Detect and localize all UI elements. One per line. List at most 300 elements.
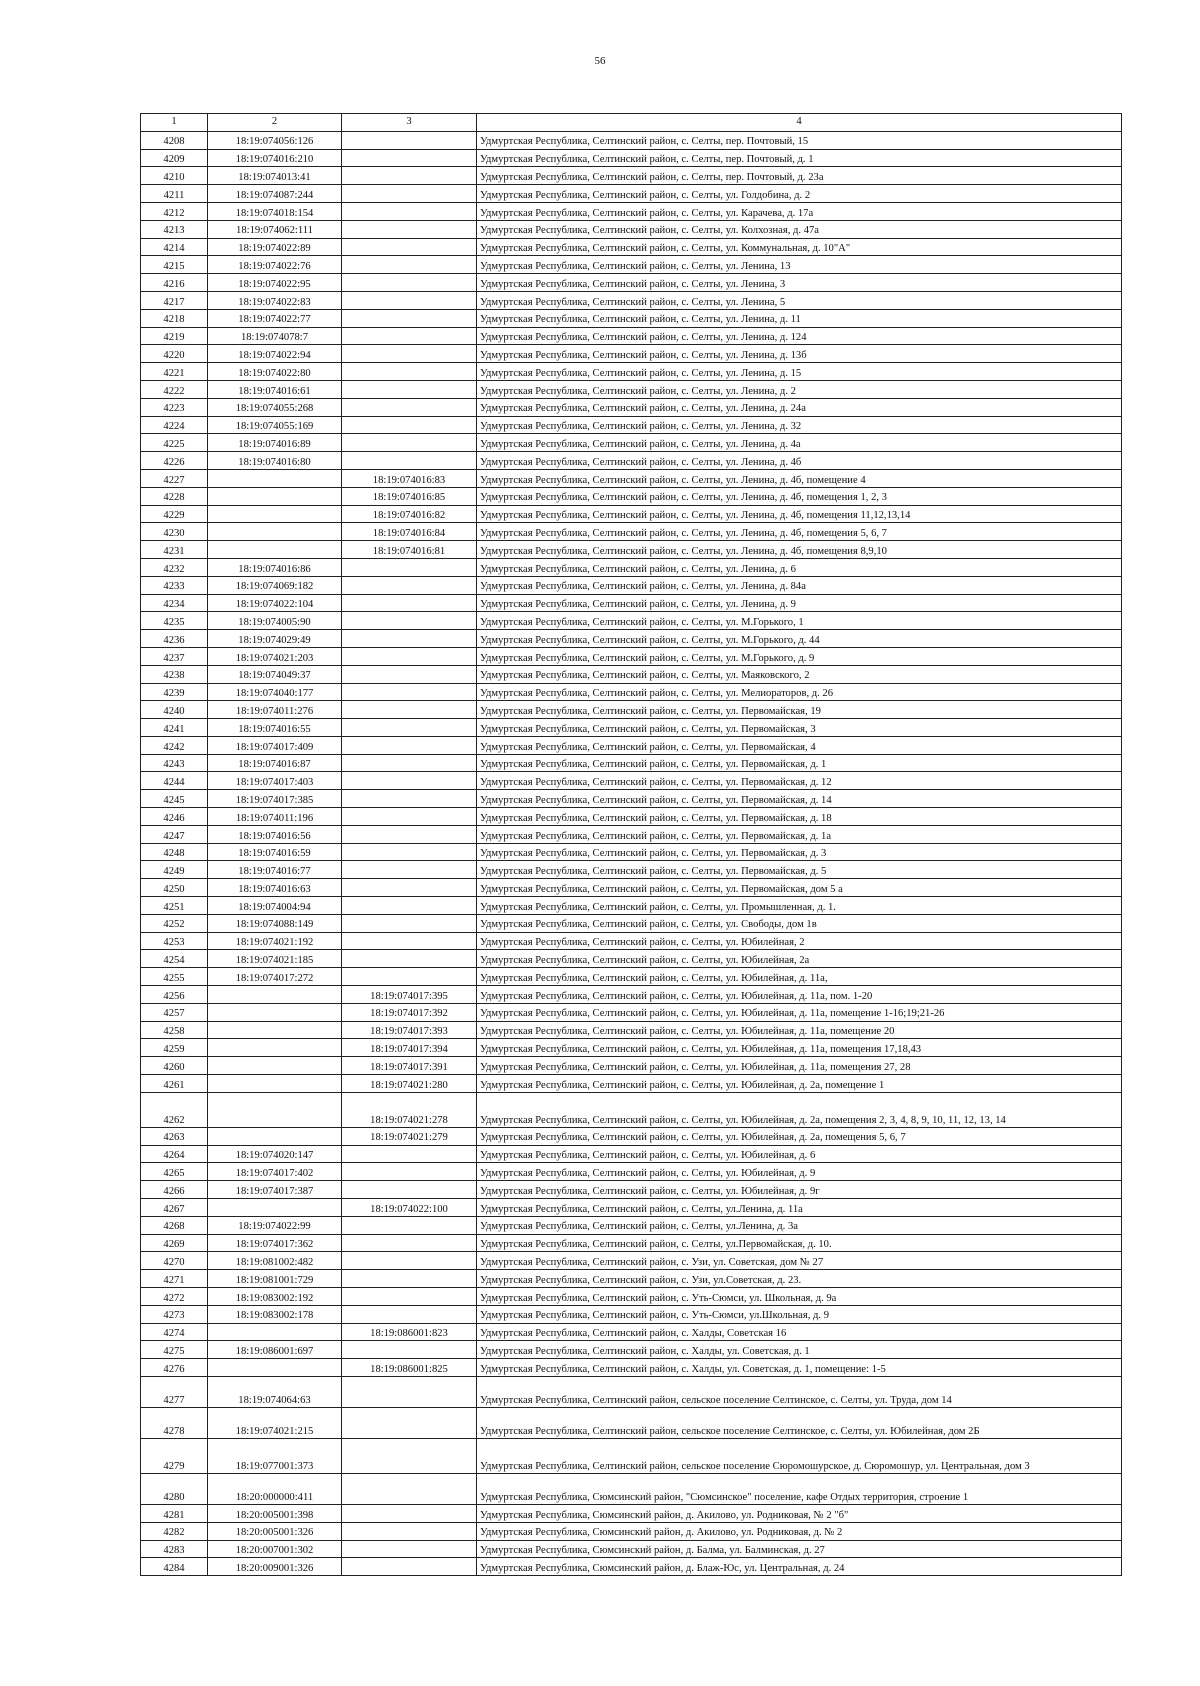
table-row	[141, 772, 1122, 790]
row-number-cell: 4235	[141, 612, 208, 630]
cadastral-number-building-cell: 18:19:074078:7	[208, 327, 342, 345]
row-number-cell: 4208	[141, 131, 208, 149]
cadastral-number-building-cell: 18:19:074011:276	[208, 701, 342, 719]
cadastral-number-premises-cell	[342, 1407, 477, 1438]
cadastral-number-premises-cell	[342, 932, 477, 950]
row-number-cell: 4263	[141, 1127, 208, 1145]
address-cell: Удмуртская Республика, Селтинский район, с. Селты, ул. Первомайская, д. 18	[477, 808, 1122, 826]
address-cell: Удмуртская Республика, Селтинский район, с. Селты, ул.Ленина, д. 11а	[477, 1199, 1122, 1217]
address-cell: Удмуртская Республика, Селтинский район, с. Халды, ул. Советская, д. 1, помещение: 1-5	[477, 1359, 1122, 1377]
cadastral-number-building-cell: 18:19:074017:385	[208, 790, 342, 808]
table-row	[141, 541, 1122, 559]
cadastral-number-building-cell: 18:19:081002:482	[208, 1252, 342, 1270]
table-row	[141, 612, 1122, 630]
table-row	[141, 291, 1122, 309]
cadastral-number-building-cell: 18:19:074004:94	[208, 897, 342, 915]
table-row	[141, 487, 1122, 505]
address-cell: Удмуртская Республика, Селтинский район, с. Селты, ул. Первомайская, д. 3	[477, 843, 1122, 861]
row-number-cell: 4256	[141, 986, 208, 1004]
cadastral-number-building-cell: 18:19:074016:55	[208, 719, 342, 737]
address-cell: Удмуртская Республика, Селтинский район, с. Селты, ул. Ленина, 13	[477, 256, 1122, 274]
table-row	[141, 1216, 1122, 1234]
row-number-cell: 4267	[141, 1199, 208, 1217]
cadastral-number-premises-cell	[342, 327, 477, 345]
row-number-cell: 4268	[141, 1216, 208, 1234]
cadastral-number-building-cell: 18:19:074016:63	[208, 879, 342, 897]
table-row	[141, 968, 1122, 986]
address-cell: Удмуртская Республика, Селтинский район, с. Селты, ул. Ленина, д. 84а	[477, 576, 1122, 594]
cadastral-number-premises-cell	[342, 790, 477, 808]
cadastral-number-premises-cell	[342, 647, 477, 665]
cadastral-number-premises-cell: 18:19:074017:392	[342, 1003, 477, 1021]
row-number-cell: 4239	[141, 683, 208, 701]
row-number-cell: 4253	[141, 932, 208, 950]
cadastral-number-building-cell: 18:19:074017:362	[208, 1234, 342, 1252]
table-row	[141, 843, 1122, 861]
table-row	[141, 914, 1122, 932]
table-row	[141, 1504, 1122, 1522]
row-number-cell: 4244	[141, 772, 208, 790]
table-row	[141, 1438, 1122, 1473]
cadastral-number-premises-cell	[342, 719, 477, 737]
address-cell: Удмуртская Республика, Селтинский район, с. Селты, ул. Свободы, дом 1в	[477, 914, 1122, 932]
row-number-cell: 4223	[141, 398, 208, 416]
address-cell: Удмуртская Республика, Селтинский район, с. Халды, Советская 16	[477, 1323, 1122, 1341]
table-row	[141, 1540, 1122, 1558]
row-number-cell: 4280	[141, 1473, 208, 1504]
row-number-cell: 4227	[141, 469, 208, 487]
cadastral-number-premises-cell: 18:19:074017:393	[342, 1021, 477, 1039]
header-col-4: 4	[477, 114, 1122, 132]
address-cell: Удмуртская Республика, Селтинский район, с. Селты, ул. М.Горького, д. 44	[477, 630, 1122, 648]
table-row	[141, 1473, 1122, 1504]
address-cell: Удмуртская Республика, Селтинский район, с. Селты, ул. Первомайская, 19	[477, 701, 1122, 719]
cadastral-number-building-cell: 18:19:074016:56	[208, 825, 342, 843]
address-cell: Удмуртская Республика, Селтинский район, с. Селты, ул. Первомайская, д. 14	[477, 790, 1122, 808]
cadastral-number-premises-cell	[342, 1288, 477, 1306]
cadastral-number-building-cell: 18:19:074017:387	[208, 1181, 342, 1199]
address-cell: Удмуртская Республика, Селтинский район, сельское поселение Селтинское, с. Селты, ул. Труда, дом 14	[477, 1376, 1122, 1407]
cadastral-number-premises-cell	[342, 1252, 477, 1270]
table-row	[141, 1039, 1122, 1057]
row-number-cell: 4261	[141, 1075, 208, 1093]
row-number-cell: 4272	[141, 1288, 208, 1306]
cadastral-number-premises-cell	[342, 1216, 477, 1234]
cadastral-number-building-cell: 18:20:000000:411	[208, 1473, 342, 1504]
cadastral-number-building-cell	[208, 1075, 342, 1093]
address-cell: Удмуртская Республика, Селтинский район, с. Селты, ул.Ленина, д. 3а	[477, 1216, 1122, 1234]
cadastral-number-building-cell: 18:19:074017:272	[208, 968, 342, 986]
table-row	[141, 1252, 1122, 1270]
table-row	[141, 167, 1122, 185]
table-row	[141, 398, 1122, 416]
cadastral-number-premises-cell	[342, 1504, 477, 1522]
cadastral-number-building-cell: 18:19:074016:61	[208, 380, 342, 398]
cadastral-number-building-cell: 18:19:077001:373	[208, 1438, 342, 1473]
cadastral-number-premises-cell	[342, 416, 477, 434]
row-number-cell: 4229	[141, 505, 208, 523]
cadastral-number-premises-cell	[342, 1145, 477, 1163]
cadastral-number-premises-cell: 18:19:074017:391	[342, 1057, 477, 1075]
table-row	[141, 380, 1122, 398]
table-row	[141, 808, 1122, 826]
cadastral-number-building-cell: 18:19:074022:80	[208, 363, 342, 381]
address-cell: Удмуртская Республика, Селтинский район, с. Селты, ул. Ленина, 5	[477, 291, 1122, 309]
cadastral-number-building-cell: 18:19:074016:77	[208, 861, 342, 879]
cadastral-number-premises-cell	[342, 167, 477, 185]
table-row	[141, 986, 1122, 1004]
cadastral-number-building-cell: 18:19:074005:90	[208, 612, 342, 630]
row-number-cell: 4284	[141, 1558, 208, 1576]
cadastral-number-building-cell: 18:19:074021:185	[208, 950, 342, 968]
table-row	[141, 1341, 1122, 1359]
address-cell: Удмуртская Республика, Селтинский район, с. Селты, ул. Юбилейная, д. 11а,	[477, 968, 1122, 986]
address-cell: Удмуртская Республика, Селтинский район, с. Селты, ул. Юбилейная, д. 9	[477, 1163, 1122, 1181]
cadastral-number-premises-cell	[342, 897, 477, 915]
row-number-cell: 4270	[141, 1252, 208, 1270]
table-row	[141, 1407, 1122, 1438]
address-cell: Удмуртская Республика, Селтинский район, с. Селты, ул. Первомайская, д. 1	[477, 754, 1122, 772]
cadastral-number-premises-cell	[342, 1341, 477, 1359]
cadastral-number-premises-cell: 18:19:074021:279	[342, 1127, 477, 1145]
address-cell: Удмуртская Республика, Селтинский район, с. Селты, ул. Юбилейная, д. 11а, помещения 17,18,43	[477, 1039, 1122, 1057]
address-cell: Удмуртская Республика, Сюмсинский район, "Сюмсинское" поселение, кафе Отдых территория, строение 1	[477, 1473, 1122, 1504]
cadastral-number-premises-cell	[342, 1163, 477, 1181]
address-cell: Удмуртская Республика, Селтинский район, с. Селты, ул. Первомайская, д. 1а	[477, 825, 1122, 843]
address-cell: Удмуртская Республика, Селтинский район, с. Селты, ул. Ленина, д. 11	[477, 309, 1122, 327]
table-row	[141, 309, 1122, 327]
cadastral-number-building-cell: 18:19:074021:192	[208, 932, 342, 950]
cadastral-number-building-cell: 18:19:074016:80	[208, 452, 342, 470]
row-number-cell: 4234	[141, 594, 208, 612]
table-row	[141, 327, 1122, 345]
address-cell: Удмуртская Республика, Селтинский район, с. Селты, ул. Первомайская, 3	[477, 719, 1122, 737]
table-row	[141, 736, 1122, 754]
cadastral-number-building-cell: 18:19:074016:89	[208, 434, 342, 452]
row-number-cell: 4209	[141, 149, 208, 167]
cadastral-number-building-cell	[208, 1039, 342, 1057]
cadastral-number-building-cell: 18:19:074022:76	[208, 256, 342, 274]
cadastral-number-building-cell: 18:19:074087:244	[208, 185, 342, 203]
row-number-cell: 4250	[141, 879, 208, 897]
table-row	[141, 434, 1122, 452]
cadastral-number-premises-cell: 18:19:074016:84	[342, 523, 477, 541]
address-cell: Удмуртская Республика, Селтинский район, с. Селты, ул. Юбилейная, д. 9г	[477, 1181, 1122, 1199]
table-row	[141, 1376, 1122, 1407]
cadastral-number-premises-cell	[342, 630, 477, 648]
table-row	[141, 1021, 1122, 1039]
address-cell: Удмуртская Республика, Селтинский район, сельское поселение Селтинское, с. Селты, ул. Юбилейная, дом 2Б	[477, 1407, 1122, 1438]
cadastral-number-premises-cell	[342, 914, 477, 932]
cadastral-number-premises-cell	[342, 309, 477, 327]
table-row	[141, 719, 1122, 737]
table-row	[141, 754, 1122, 772]
row-number-cell: 4255	[141, 968, 208, 986]
address-cell: Удмуртская Республика, Селтинский район, с. Селты, ул. Ленина, д. 4б	[477, 452, 1122, 470]
cadastral-number-premises-cell	[342, 131, 477, 149]
address-cell: Удмуртская Республика, Селтинский район, с. Селты, ул. Ленина, д. 6	[477, 558, 1122, 576]
row-number-cell: 4264	[141, 1145, 208, 1163]
address-cell: Удмуртская Республика, Селтинский район, с. Селты, ул. М.Горького, 1	[477, 612, 1122, 630]
cadastral-number-building-cell: 18:19:074022:95	[208, 274, 342, 292]
table-row	[141, 1270, 1122, 1288]
table-row	[141, 683, 1122, 701]
row-number-cell: 4279	[141, 1438, 208, 1473]
cadastral-number-building-cell: 18:19:083002:192	[208, 1288, 342, 1306]
address-cell: Удмуртская Республика, Селтинский район, с. Селты, ул. Ленина, д. 4б, помещения 11,12,13,14	[477, 505, 1122, 523]
row-number-cell: 4271	[141, 1270, 208, 1288]
table-row	[141, 1359, 1122, 1377]
row-number-cell: 4237	[141, 647, 208, 665]
address-cell: Удмуртская Республика, Селтинский район, с. Селты, ул. Голдобина, д. 2	[477, 185, 1122, 203]
cadastral-number-building-cell: 18:19:081001:729	[208, 1270, 342, 1288]
row-number-cell: 4213	[141, 220, 208, 238]
cadastral-number-building-cell: 18:19:074020:147	[208, 1145, 342, 1163]
row-number-cell: 4278	[141, 1407, 208, 1438]
cadastral-number-premises-cell: 18:19:074017:394	[342, 1039, 477, 1057]
table-row	[141, 594, 1122, 612]
cadastral-number-premises-cell	[342, 576, 477, 594]
header-col-3: 3	[342, 114, 477, 132]
row-number-cell: 4283	[141, 1540, 208, 1558]
address-cell: Удмуртская Республика, Селтинский район, сельское поселение Сюромошурское, д. Сюромошур, ул. Центральная, дом 3	[477, 1438, 1122, 1473]
cadastral-number-premises-cell	[342, 612, 477, 630]
cadastral-number-building-cell: 18:19:074017:402	[208, 1163, 342, 1181]
row-number-cell: 4246	[141, 808, 208, 826]
table-row	[141, 345, 1122, 363]
address-cell: Удмуртская Республика, Селтинский район, с. Селты, ул. Юбилейная, д. 11а, помещение 20	[477, 1021, 1122, 1039]
address-cell: Удмуртская Республика, Селтинский район, с. Селты, пер. Почтовый, д. 1	[477, 149, 1122, 167]
table-row	[141, 1163, 1122, 1181]
table-row	[141, 558, 1122, 576]
table-row	[141, 149, 1122, 167]
table-row	[141, 1288, 1122, 1306]
cadastral-number-building-cell: 18:19:074011:196	[208, 808, 342, 826]
cadastral-number-premises-cell: 18:19:074016:82	[342, 505, 477, 523]
row-number-cell: 4214	[141, 238, 208, 256]
row-number-cell: 4274	[141, 1323, 208, 1341]
row-number-cell: 4238	[141, 665, 208, 683]
cadastral-number-premises-cell	[342, 345, 477, 363]
cadastral-number-premises-cell	[342, 238, 477, 256]
address-cell: Удмуртская Республика, Селтинский район, с. Селты, ул. Ленина, д. 124	[477, 327, 1122, 345]
address-cell: Удмуртская Республика, Селтинский район, с. Халды, ул. Советская, д. 1	[477, 1341, 1122, 1359]
row-number-cell: 4226	[141, 452, 208, 470]
cadastral-number-premises-cell	[342, 398, 477, 416]
address-cell: Удмуртская Республика, Селтинский район, с. Селты, ул. Юбилейная, д. 11а, пом. 1-20	[477, 986, 1122, 1004]
address-cell: Удмуртская Республика, Селтинский район, с. Селты, ул. Юбилейная, д. 2а, помещения 2, 3, 4, 8, 9, 10, 11, 12, 13, 14	[477, 1092, 1122, 1127]
cadastral-number-premises-cell	[342, 149, 477, 167]
cadastral-number-building-cell: 18:19:074056:126	[208, 131, 342, 149]
cadastral-number-premises-cell: 18:19:074016:81	[342, 541, 477, 559]
address-cell: Удмуртская Республика, Селтинский район, с. Селты, ул. Ленина, д. 4б, помещение 4	[477, 469, 1122, 487]
row-number-cell: 4277	[141, 1376, 208, 1407]
cadastral-number-building-cell: 18:19:074040:177	[208, 683, 342, 701]
cadastral-number-building-cell: 18:19:074062:111	[208, 220, 342, 238]
cadastral-number-building-cell	[208, 1323, 342, 1341]
row-number-cell: 4215	[141, 256, 208, 274]
cadastral-number-building-cell: 18:20:005001:398	[208, 1504, 342, 1522]
table-row	[141, 523, 1122, 541]
address-cell: Удмуртская Республика, Селтинский район, с. Селты, ул. Первомайская, д. 5	[477, 861, 1122, 879]
row-number-cell: 4275	[141, 1341, 208, 1359]
row-number-cell: 4222	[141, 380, 208, 398]
cadastral-number-premises-cell	[342, 808, 477, 826]
row-number-cell: 4218	[141, 309, 208, 327]
cadastral-number-premises-cell: 18:19:074016:83	[342, 469, 477, 487]
table-row	[141, 825, 1122, 843]
table-row	[141, 1075, 1122, 1093]
address-cell: Удмуртская Республика, Селтинский район, с. Селты, ул. Коммунальная, д. 10"А"	[477, 238, 1122, 256]
address-cell: Удмуртская Республика, Селтинский район, с. Селты, ул. Юбилейная, д. 2а, помещения 5, 6, 7	[477, 1127, 1122, 1145]
table-row	[141, 701, 1122, 719]
cadastral-number-premises-cell	[342, 683, 477, 701]
address-cell: Удмуртская Республика, Селтинский район, с. Селты, ул. Юбилейная, д. 2а, помещение 1	[477, 1075, 1122, 1093]
address-cell: Удмуртская Республика, Селтинский район, с. Узи, ул.Советская, д. 23.	[477, 1270, 1122, 1288]
cadastral-number-building-cell: 18:19:074017:409	[208, 736, 342, 754]
table-row	[141, 1199, 1122, 1217]
row-number-cell: 4248	[141, 843, 208, 861]
cadastral-number-premises-cell: 18:19:086001:823	[342, 1323, 477, 1341]
address-cell: Удмуртская Республика, Селтинский район, с. Селты, ул. Юбилейная, д. 6	[477, 1145, 1122, 1163]
cadastral-number-building-cell	[208, 986, 342, 1004]
cadastral-number-premises-cell	[342, 594, 477, 612]
table-row	[141, 665, 1122, 683]
table-row	[141, 1057, 1122, 1075]
cadastral-number-premises-cell	[342, 754, 477, 772]
table-row	[141, 469, 1122, 487]
cadastral-number-premises-cell	[342, 1438, 477, 1473]
address-cell: Удмуртская Республика, Сюмсинский район, д. Акилово, ул. Родниковая, д. № 2	[477, 1522, 1122, 1540]
cadastral-number-building-cell: 18:19:074088:149	[208, 914, 342, 932]
table-row	[141, 879, 1122, 897]
cadastral-number-building-cell	[208, 1021, 342, 1039]
table-row	[141, 131, 1122, 149]
cadastral-number-building-cell	[208, 541, 342, 559]
address-cell: Удмуртская Республика, Селтинский район, с. Селты, ул. Ленина, д. 15	[477, 363, 1122, 381]
cadastral-number-building-cell	[208, 469, 342, 487]
cadastral-number-building-cell: 18:20:009001:326	[208, 1558, 342, 1576]
cadastral-number-building-cell: 18:19:074022:77	[208, 309, 342, 327]
table-row	[141, 220, 1122, 238]
table-row	[141, 647, 1122, 665]
cadastral-number-premises-cell: 18:19:074021:280	[342, 1075, 477, 1093]
row-number-cell: 4247	[141, 825, 208, 843]
cadastral-number-premises-cell	[342, 291, 477, 309]
cadastral-number-premises-cell	[342, 861, 477, 879]
cadastral-number-building-cell: 18:19:074055:169	[208, 416, 342, 434]
row-number-cell: 4233	[141, 576, 208, 594]
row-number-cell: 4281	[141, 1504, 208, 1522]
cadastral-number-premises-cell	[342, 1305, 477, 1323]
cadastral-number-building-cell	[208, 1092, 342, 1127]
address-cell: Удмуртская Республика, Селтинский район, с. Селты, ул. Первомайская, д. 12	[477, 772, 1122, 790]
cadastral-number-building-cell: 18:19:074022:104	[208, 594, 342, 612]
table-row	[141, 1092, 1122, 1127]
cadastral-number-premises-cell	[342, 256, 477, 274]
row-number-cell: 4282	[141, 1522, 208, 1540]
cadastral-number-building-cell: 18:19:074021:203	[208, 647, 342, 665]
cadastral-number-premises-cell	[342, 1181, 477, 1199]
row-number-cell: 4269	[141, 1234, 208, 1252]
cadastral-number-building-cell	[208, 1003, 342, 1021]
cadastral-number-building-cell: 18:19:074022:94	[208, 345, 342, 363]
row-number-cell: 4240	[141, 701, 208, 719]
row-number-cell: 4257	[141, 1003, 208, 1021]
address-cell: Удмуртская Республика, Селтинский район, с. Селты, ул. Маяковского, 2	[477, 665, 1122, 683]
address-cell: Удмуртская Республика, Селтинский район, с. Селты, ул. Первомайская, дом 5 а	[477, 879, 1122, 897]
cadastral-number-premises-cell	[342, 1522, 477, 1540]
row-number-cell: 4216	[141, 274, 208, 292]
cadastral-number-premises-cell	[342, 274, 477, 292]
cadastral-number-building-cell: 18:19:074021:215	[208, 1407, 342, 1438]
table-row	[141, 630, 1122, 648]
row-number-cell: 4259	[141, 1039, 208, 1057]
row-number-cell: 4219	[141, 327, 208, 345]
table-row	[141, 505, 1122, 523]
row-number-cell: 4228	[141, 487, 208, 505]
cadastral-number-premises-cell: 18:19:074022:100	[342, 1199, 477, 1217]
cadastral-number-premises-cell	[342, 701, 477, 719]
row-number-cell: 4231	[141, 541, 208, 559]
cadastral-number-premises-cell	[342, 434, 477, 452]
row-number-cell: 4262	[141, 1092, 208, 1127]
cadastral-number-building-cell: 18:19:074029:49	[208, 630, 342, 648]
page-number: 56	[594, 55, 606, 67]
table-row	[141, 1522, 1122, 1540]
address-cell: Удмуртская Республика, Селтинский район, с. Селты, ул. Юбилейная, д. 11а, помещения 27, 28	[477, 1057, 1122, 1075]
row-number-cell: 4220	[141, 345, 208, 363]
row-number-cell: 4242	[141, 736, 208, 754]
address-cell: Удмуртская Республика, Селтинский район, с. Селты, ул. Ленина, д. 4б, помещения 1, 2, 3	[477, 487, 1122, 505]
cadastral-number-premises-cell	[342, 772, 477, 790]
cadastral-number-premises-cell	[342, 825, 477, 843]
cadastral-number-building-cell: 18:19:074049:37	[208, 665, 342, 683]
table-row	[141, 576, 1122, 594]
table-row	[141, 1305, 1122, 1323]
address-cell: Удмуртская Республика, Селтинский район, с. Селты, ул. Карачева, д. 17а	[477, 202, 1122, 220]
cadastral-number-building-cell: 18:19:074018:154	[208, 202, 342, 220]
table-row	[141, 202, 1122, 220]
address-cell: Удмуртская Республика, Селтинский район, с. Селты, ул.Первомайская, д. 10.	[477, 1234, 1122, 1252]
cadastral-number-premises-cell: 18:19:074021:278	[342, 1092, 477, 1127]
address-cell: Удмуртская Республика, Селтинский район, с. Узи, ул. Советская, дом № 27	[477, 1252, 1122, 1270]
cadastral-number-building-cell: 18:20:007001:302	[208, 1540, 342, 1558]
row-number-cell: 4254	[141, 950, 208, 968]
table-body	[141, 131, 1122, 1575]
table-row	[141, 861, 1122, 879]
cadastral-number-premises-cell	[342, 879, 477, 897]
address-cell: Удмуртская Республика, Селтинский район, с. Селты, ул. М.Горького, д. 9	[477, 647, 1122, 665]
cadastral-number-building-cell: 18:20:005001:326	[208, 1522, 342, 1540]
cadastral-number-premises-cell	[342, 185, 477, 203]
row-number-cell: 4249	[141, 861, 208, 879]
row-number-cell: 4217	[141, 291, 208, 309]
table-row	[141, 238, 1122, 256]
row-number-cell: 4276	[141, 1359, 208, 1377]
cadastral-number-building-cell: 18:19:074022:89	[208, 238, 342, 256]
header-col-2: 2	[208, 114, 342, 132]
address-cell: Удмуртская Республика, Сюмсинский район, д. Акилово, ул. Родниковая, № 2 "б"	[477, 1504, 1122, 1522]
cadastral-number-premises-cell	[342, 558, 477, 576]
table-row	[141, 1003, 1122, 1021]
table-row	[141, 256, 1122, 274]
cadastral-number-building-cell: 18:19:074017:403	[208, 772, 342, 790]
row-number-cell: 4252	[141, 914, 208, 932]
cadastral-number-building-cell: 18:19:074055:268	[208, 398, 342, 416]
cadastral-number-building-cell: 18:19:074064:63	[208, 1376, 342, 1407]
row-number-cell: 4266	[141, 1181, 208, 1199]
